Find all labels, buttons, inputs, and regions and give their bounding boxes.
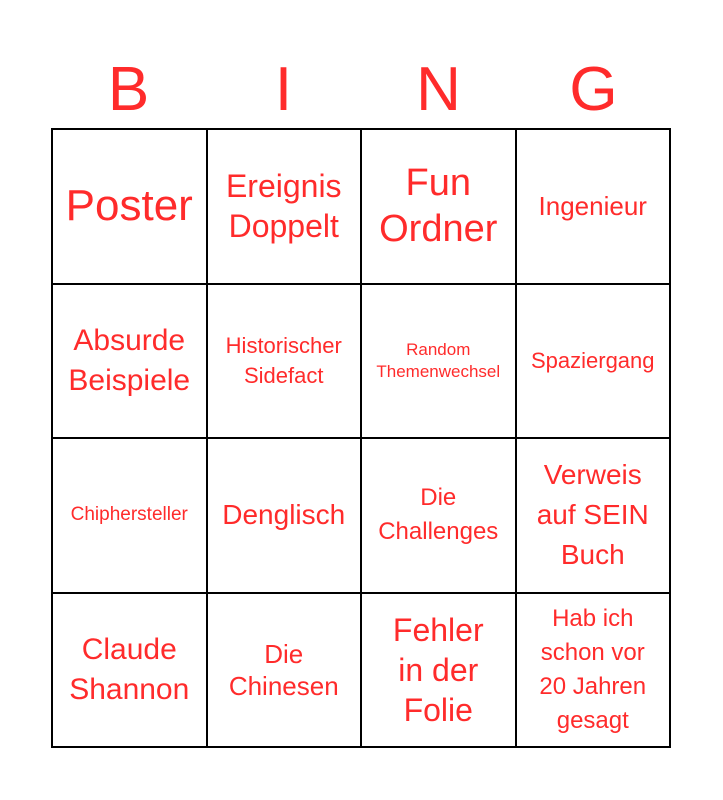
- bingo-cell[interactable]: Spaziergang: [517, 285, 672, 440]
- bingo-header: [51, 52, 671, 128]
- bingo-cell[interactable]: Hab ich schon vor 20 Jahren gesagt: [517, 594, 672, 749]
- bingo-cell[interactable]: Fun Ordner: [362, 130, 517, 285]
- bingo-cell[interactable]: Fehler in der Folie: [362, 594, 517, 749]
- bingo-cell[interactable]: Absurde Beispiele: [53, 285, 208, 440]
- bingo-cell[interactable]: Denglisch: [208, 439, 363, 594]
- bingo-cell[interactable]: Ingenieur: [517, 130, 672, 285]
- header-letter-b: B: [107, 55, 150, 124]
- bingo-cell[interactable]: Random Themenwechsel: [362, 285, 517, 440]
- header-letter-n: N: [416, 55, 461, 124]
- bingo-cell[interactable]: Claude Shannon: [53, 594, 208, 749]
- header-letter-i: I: [274, 55, 293, 124]
- bingo-cell[interactable]: Die Chinesen: [208, 594, 363, 749]
- bingo-cell[interactable]: Poster: [53, 130, 208, 285]
- bingo-cell[interactable]: Die Challenges: [362, 439, 517, 594]
- bingo-cell[interactable]: Ereignis Doppelt: [208, 130, 363, 285]
- bingo-cell[interactable]: Verweis auf SEIN Buch: [517, 439, 672, 594]
- bingo-grid: [51, 128, 671, 748]
- header-letter-g: G: [569, 55, 618, 124]
- bingo-cell[interactable]: Chiphersteller: [53, 439, 208, 594]
- bingo-cell[interactable]: Historischer Sidefact: [208, 285, 363, 440]
